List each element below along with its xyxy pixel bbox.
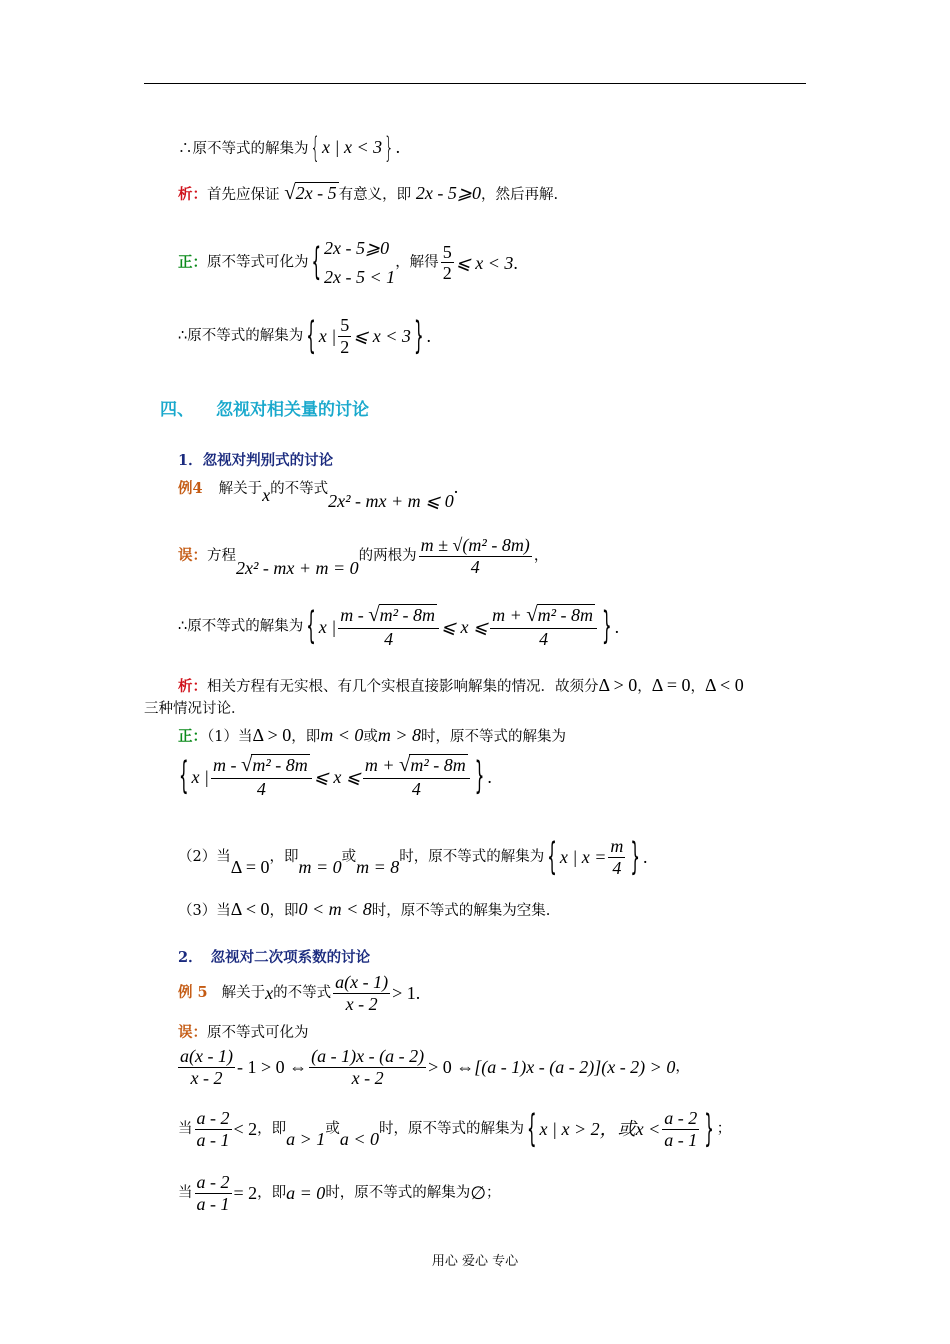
system-brace: { xyxy=(311,239,322,285)
wrong-line-5 xyxy=(178,1025,309,1041)
relation: < 2 xyxy=(233,1119,258,1140)
numerator: m xyxy=(610,836,624,856)
text: 当 xyxy=(178,1184,193,1201)
separator: ， xyxy=(690,679,705,695)
period: . xyxy=(415,983,421,1004)
analysis-label: 析 xyxy=(178,186,193,203)
denominator: a - 1 xyxy=(664,1129,698,1150)
section-number: 四、 xyxy=(160,400,194,420)
section-title: 忽视对相关量的讨论 xyxy=(216,400,369,420)
analysis-4 xyxy=(178,676,744,695)
condition: m = 0 xyxy=(298,857,342,878)
numerator: a(x - 1) xyxy=(335,972,389,992)
label-colon: ： xyxy=(192,1024,207,1041)
left-brace: { xyxy=(310,130,321,165)
text: ，即 xyxy=(269,848,299,865)
text: 解关于 xyxy=(218,481,263,497)
set-prefix: x | xyxy=(191,766,209,787)
separator: ， xyxy=(637,679,652,695)
text: ，然后再解. xyxy=(480,187,559,203)
therefore-symbol: ∴ xyxy=(178,327,188,344)
condition: Δ < 0 xyxy=(230,899,270,919)
left-brace: { xyxy=(547,833,557,879)
text: ，即 xyxy=(257,1120,287,1137)
numerator: a - 2 xyxy=(664,1108,698,1128)
period: . xyxy=(395,137,401,157)
statement-text: 原不等式的解集为 xyxy=(187,327,304,344)
fraction xyxy=(333,972,390,1014)
text: 当 xyxy=(178,1120,193,1137)
text: （2）当 xyxy=(178,848,231,865)
analysis-line-1 xyxy=(178,182,558,204)
relation: = 2 xyxy=(233,1183,258,1204)
denominator: 2 xyxy=(442,263,452,284)
analysis-4-continued: 三种情况讨论． xyxy=(144,701,246,717)
numerator: a - 2 xyxy=(196,1172,230,1192)
range-tail: ⩽ x < 3 xyxy=(455,252,514,273)
text: 或 xyxy=(363,729,378,745)
period: . xyxy=(513,252,518,273)
example-4 xyxy=(178,477,459,511)
set-prefix: x | xyxy=(318,616,337,637)
label-colon: ： xyxy=(192,186,207,203)
variable: x xyxy=(265,983,274,1004)
condition: 0 < m < 8 xyxy=(298,899,372,919)
lower-bound: $\frac{\text{m - √m² - 8m}}{4}$ xyxy=(338,604,439,649)
right-brace: } xyxy=(602,603,612,648)
subsection-title: 忽视对判别式的讨论 xyxy=(202,452,334,469)
set-prefix: x | x = xyxy=(559,847,607,868)
sqrt-expression: √2x - 5 xyxy=(284,182,337,204)
conclusion-line-1 xyxy=(178,130,401,165)
numerator: 5 xyxy=(442,241,452,262)
upper-bound: $\frac{\text{m + √m² - 8m}}{4}$ xyxy=(490,604,597,649)
condition: a > 1 xyxy=(286,1129,326,1150)
fraction-2 xyxy=(309,1046,426,1088)
equation: 2x² - mx + m = 0 xyxy=(236,558,359,579)
fraction xyxy=(441,242,454,284)
radicand: m² - 8m xyxy=(410,755,466,775)
denominator: x - 2 xyxy=(190,1067,223,1088)
inequality-system xyxy=(324,234,395,292)
numerator: m ± √(m² - 8m) xyxy=(420,535,530,555)
right-brace: } xyxy=(630,833,640,879)
therefore-symbol: ∴ xyxy=(178,618,188,635)
analysis-label: 析 xyxy=(178,678,193,695)
subsection-number: 1． xyxy=(178,452,203,469)
comma: ， xyxy=(533,547,549,564)
case-2-line xyxy=(178,833,648,879)
text: ，解得 xyxy=(395,254,439,271)
case-1: Δ > 0 xyxy=(598,675,638,695)
section-heading xyxy=(160,402,369,419)
denominator: 4 xyxy=(539,628,549,649)
left-brace: { xyxy=(526,1105,537,1151)
relation: > 1 xyxy=(392,983,416,1004)
text: 原不等式可化为 xyxy=(207,1025,309,1041)
numerator: a(x - 1) xyxy=(180,1046,233,1066)
condition: Δ > 0 xyxy=(252,725,292,745)
text: 时，原不等式的解集为 xyxy=(421,729,567,745)
text: 方程 xyxy=(207,547,236,564)
upper-bound: $\frac{\text{m + √m² - 8m}}{4}$ xyxy=(363,754,470,799)
relation: > 0 ⇔ xyxy=(428,1057,475,1078)
condition: Δ = 0 xyxy=(230,857,270,878)
text: 或 xyxy=(341,848,357,865)
condition: a < 0 xyxy=(339,1129,379,1150)
wrong-label: 误 xyxy=(178,546,193,564)
denominator: 4 xyxy=(470,556,480,577)
text: 原不等式可化为 xyxy=(207,254,309,271)
left-brace: { xyxy=(306,312,316,358)
denominator: 4 xyxy=(384,628,394,649)
denominator: a - 1 xyxy=(196,1129,230,1150)
set-prefix: x | xyxy=(318,326,337,347)
therefore-symbol: ∴ xyxy=(178,141,193,157)
denominator: 4 xyxy=(256,778,266,799)
example-label: 例4 xyxy=(178,480,203,497)
set-prefix: x | x > 2，或x < xyxy=(539,1119,661,1140)
case-1: 2x - 5⩾0 xyxy=(324,238,390,258)
radicand: m² - 8m xyxy=(537,605,594,625)
text: （1）当 xyxy=(207,729,253,745)
right-brace: } xyxy=(413,312,424,358)
text: 的两根为 xyxy=(358,547,417,564)
comma: ， xyxy=(675,1058,690,1075)
wrong-case-2 xyxy=(178,1172,501,1214)
text: 或 xyxy=(325,1120,340,1137)
semicolon: ； xyxy=(716,1120,732,1137)
label-colon: ： xyxy=(192,253,207,271)
statement-text: 原不等式的解集为 xyxy=(192,141,309,157)
condition: m < 0 xyxy=(320,725,364,745)
correct-label: 正 xyxy=(178,253,193,271)
period: . xyxy=(453,477,459,497)
case-2: Δ = 0 xyxy=(651,675,691,695)
radicand: 2x - 5 xyxy=(295,183,337,203)
text: 相关方程有无实根、有几个实根直接影响解集的情况．故须分 xyxy=(207,679,599,695)
fraction xyxy=(338,315,351,357)
denominator: 2 xyxy=(340,336,350,357)
fraction xyxy=(662,1108,699,1150)
text: 有意义，即 xyxy=(338,187,412,203)
correct-4 xyxy=(178,726,566,745)
statement-text: 原不等式的解集为 xyxy=(187,618,304,635)
correct-label: 正 xyxy=(178,728,193,745)
equivalence-chain xyxy=(176,1046,690,1088)
denominator: 4 xyxy=(612,857,622,878)
case-2: 2x - 5 < 1 xyxy=(324,266,396,287)
relation: - 1 > 0 ⇔ xyxy=(236,1057,308,1078)
text: 时，原不等式的解集为 xyxy=(378,1120,524,1137)
condition: 2x - 5⩾0 xyxy=(415,183,481,203)
numerator: (a - 1)x - (a - 2) xyxy=(311,1046,425,1066)
text: ，即 xyxy=(257,1184,287,1201)
subsection-heading-1 xyxy=(178,453,333,469)
radicand: m² - 8m xyxy=(379,605,435,625)
label-colon: ： xyxy=(192,678,207,695)
subsection-title: 忽视对二次项系数的讨论 xyxy=(210,949,371,966)
variable: x xyxy=(262,485,271,505)
period: . xyxy=(487,766,492,787)
wrong-label: 误 xyxy=(178,1024,193,1041)
correct-line-1 xyxy=(178,234,518,292)
subsection-heading-2 xyxy=(178,950,370,966)
denominator: 4 xyxy=(411,778,421,799)
fraction xyxy=(195,1172,232,1214)
text: 的不等式 xyxy=(273,984,332,1001)
text: 解关于 xyxy=(221,984,266,1001)
text: 时，原不等式的解集为 xyxy=(399,848,545,865)
denominator: a - 1 xyxy=(196,1193,230,1214)
text: 首先应保证 xyxy=(207,187,280,203)
correct-solution-set xyxy=(176,754,492,799)
wrong-solution-set xyxy=(178,604,619,649)
right-brace: } xyxy=(384,130,394,165)
text: （3）当 xyxy=(178,903,231,919)
wrong-case-1 xyxy=(178,1105,732,1151)
subsection-number: 2． xyxy=(178,949,203,966)
inequality: 2x² - mx + m ⩽ 0 xyxy=(328,491,454,511)
example-5 xyxy=(178,972,420,1014)
numerator: 5 xyxy=(340,315,350,335)
lower-bound: $\frac{\text{m - √m² - 8m}}{4}$ xyxy=(211,754,312,799)
condition: m = 8 xyxy=(356,857,400,878)
product-inequality: [(a - 1)x - (a - 2)](x - 2) > 0 xyxy=(474,1057,676,1078)
condition: a = 0 xyxy=(286,1183,326,1204)
middle-relation: ⩽ x ⩽ xyxy=(313,766,361,787)
range-tail: ⩽ x < 3 xyxy=(353,326,411,347)
numerator: a - 2 xyxy=(196,1108,230,1128)
fraction-1 xyxy=(178,1046,235,1088)
case-3-line xyxy=(178,900,550,919)
text: ，即 xyxy=(291,729,321,745)
left-brace: { xyxy=(179,753,189,798)
radicand: m² - 8m xyxy=(252,755,308,775)
middle-relation: ⩽ x ⩽ xyxy=(440,616,489,637)
period: . xyxy=(614,616,620,637)
solution-set: x | x < 3 xyxy=(322,137,383,157)
right-brace: } xyxy=(474,753,485,798)
period: . xyxy=(426,326,431,347)
wrong-line-4 xyxy=(178,535,548,577)
period: . xyxy=(642,847,648,868)
text: 的不等式 xyxy=(270,481,329,497)
denominator: x - 2 xyxy=(351,1067,384,1088)
roots-fraction xyxy=(419,535,532,577)
label-colon: ： xyxy=(192,546,207,564)
label-colon: ： xyxy=(192,728,207,745)
text: 时，原不等式的解集为 xyxy=(325,1184,471,1201)
fraction xyxy=(195,1108,232,1150)
numerator-part: m - xyxy=(340,605,369,625)
example-label: 例 5 xyxy=(178,983,208,1001)
text: 时，原不等式的解集为空集. xyxy=(371,903,551,919)
empty-set-symbol: ∅ xyxy=(470,1183,486,1204)
fraction xyxy=(608,836,625,878)
header-rule xyxy=(144,83,806,84)
numerator-part: m + xyxy=(492,605,527,625)
page-footer: 用心 爱心 专心 xyxy=(431,1254,519,1269)
semicolon: ； xyxy=(486,1184,501,1201)
numerator-part: m - xyxy=(212,755,241,775)
right-brace: } xyxy=(704,1105,714,1151)
condition: m > 8 xyxy=(377,725,422,745)
left-brace: { xyxy=(306,603,316,648)
text: ，即 xyxy=(269,903,299,919)
conclusion-line-2 xyxy=(178,312,431,358)
case-3: Δ < 0 xyxy=(704,675,744,695)
numerator-part: m + xyxy=(364,755,400,775)
denominator: x - 2 xyxy=(345,993,378,1014)
